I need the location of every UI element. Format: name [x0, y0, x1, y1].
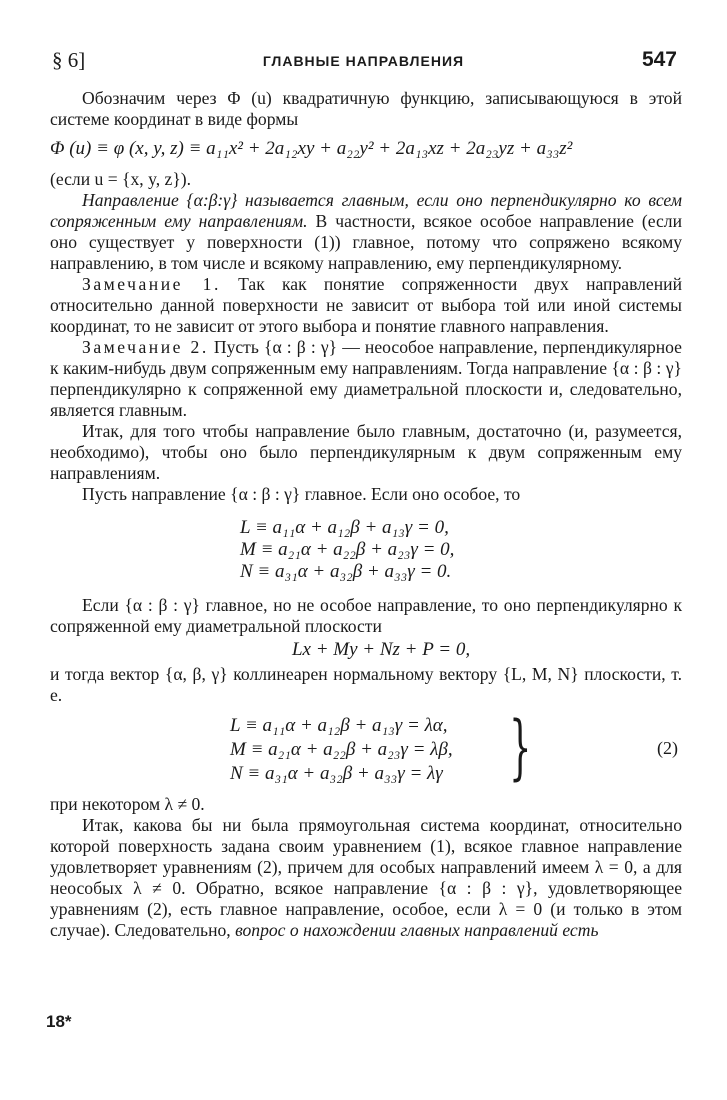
definition-italic: Направление {α:β:γ} называется главным, если оно перпендикулярно ко всем сопряженным ему направлениям.	[50, 190, 682, 231]
remark-1-label: Замечание 1.	[82, 274, 221, 294]
paragraph-pust: Пусть направление {α : β : γ} главное. Если оно особое, то	[82, 484, 521, 504]
paragraph-vector: и тогда вектор {α, β, γ} коллинеарен нормальному вектору {L, M, N} плоскости, т. е.	[50, 664, 682, 705]
equation-line: L ≡ a₁₁α + a₁₂β + a₁₃γ = 0,	[240, 517, 449, 538]
remark-1-text: Так как понятие сопряженности двух направлений относительно данной поверхности не зависит от выбора той или иной системы координат, то не зависит от этого выбора и понятие главного направления.	[50, 274, 682, 336]
paragraph-remark-2	[50, 337, 682, 421]
signature-mark: 18*	[46, 1012, 72, 1031]
paragraph-definition	[50, 190, 682, 274]
final-text-2: Следовательно,	[110, 920, 236, 940]
remark-2-text: Пусть {α : β : γ} — неособое направление, перпендикулярное к каким-нибудь двум сопряженным ему направлениям. Тогда направление {α : β : γ} перпендикулярно к сопряженной ему диаметральной плоскости и, следовательно, является главным.	[50, 337, 682, 420]
equation-line: N ≡ a₃₁α + a₃₂β + a₃₃γ = λγ	[230, 763, 443, 784]
plane-equation: Lx + My + Nz + P = 0,	[291, 639, 471, 660]
paragraph-intro: Обозначим через Φ (u) квадратичную функцию, записывающуюся в этой системе координат в виде формы	[50, 88, 682, 129]
equation-system-2	[50, 706, 682, 788]
page-body	[50, 88, 682, 941]
equation-system-singular	[50, 517, 682, 583]
final-italic: вопрос о нахождении главных направлений есть	[235, 920, 599, 940]
equation-line: L ≡ a₁₁α + a₁₂β + a₁₃γ = λα,	[230, 715, 448, 736]
running-title: ГЛАВНЫЕ НАПРАВЛЕНИЯ	[262, 53, 465, 69]
quadratic-form-formula: Φ (u) ≡ φ (x, y, z) ≡ a₁₁x² + 2a₁₂xy + a₂₂y² + 2a₁₃xz + 2a₂₃yz + a₃₃z²	[50, 138, 573, 159]
paragraph-itak-1: Итак, для того чтобы направление было главным, достаточно (и, разумеется, необходимо), чтобы оно было перпендикулярным к двум сопряженным ему направлениям.	[50, 421, 682, 483]
paragraph-lambda: при некотором λ ≠ 0.	[50, 794, 205, 814]
page-number: 547	[641, 48, 677, 71]
remark-2-label: Замечание 2.	[82, 337, 209, 357]
final-text: Итак, какова бы ни была прямоугольная система координат, относительно которой поверхность задана своим уравнением (1), всякое главное направление удовлетворяет уравнениям (2), причем для особых направлений имеем λ = 0, а для неособых λ ≠ 0. Обратно, всякое направление {α : β : γ}, удовлетворяющее уравнениям (2), есть главное направление, особое, если λ = 0 (и только в этом случае).	[50, 815, 682, 940]
paragraph-esli: Если {α : β : γ} главное, но не особое направление, то оно перпендикулярно к сопряженной ему диаметральной плоскости	[50, 595, 682, 636]
equation-line: N ≡ a₃₁α + a₃₂β + a₃₃γ = 0.	[240, 561, 452, 582]
equation-number: (2)	[657, 738, 678, 758]
equation-line: M ≡ a₂₁α + a₂₂β + a₂₃γ = λβ,	[230, 739, 453, 760]
definition-rest: В частности, всякое особое направление (если оно существует у поверхности (1)) главное, потому что сопряжено всякому направлению, в том числе и всякому направлению, ему перпендикулярному.	[50, 211, 682, 273]
equation-line: M ≡ a₂₁α + a₂₂β + a₂₃γ = 0,	[240, 539, 455, 560]
section-marker: § 6]	[52, 48, 86, 72]
paragraph-if-u: (если u = {x, y, z}).	[50, 169, 192, 189]
paragraph-remark-1	[50, 274, 682, 337]
paragraph-final	[50, 815, 682, 941]
right-brace: }	[509, 706, 532, 788]
